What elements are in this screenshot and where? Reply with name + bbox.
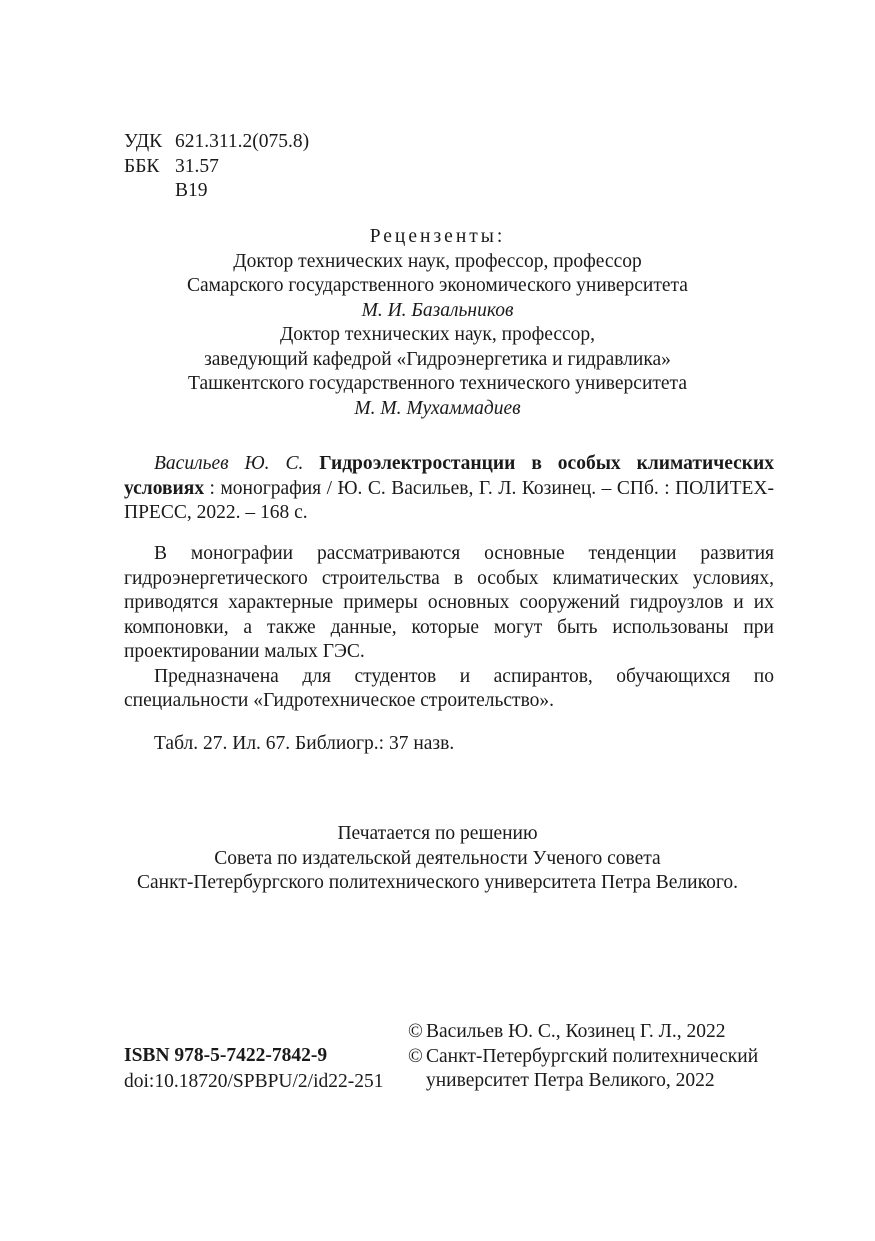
udk-row [124, 130, 309, 155]
copyright-icon: © [408, 1045, 423, 1067]
reviewer-1-line-1: Доктор технических наук, профессор, профессор [233, 250, 642, 272]
udk-value: 621.311.2(075.8) [175, 131, 310, 152]
reviewer-2-name: М. М. Мухаммадиев [354, 397, 521, 419]
citation-details: : монография / Ю. С. Васильев, Г. Л. Козинец. – СПб. : ПОЛИТЕХ-ПРЕСС, 2022. – 168 с. [124, 477, 774, 523]
author-mark-row [124, 179, 309, 204]
reviewer-2-line-3: Ташкентского государственного технического университета [188, 373, 687, 394]
annotation-block [124, 542, 774, 714]
reviewer-1-line-2: Самарского государственного экономического университета [187, 275, 688, 296]
publish-decision-block [0, 822, 875, 896]
bbk-label: ББК [124, 155, 160, 177]
doi: doi:10.18720/SPBPU/2/id22-251 [124, 1071, 384, 1092]
copyright-row-2 [408, 1045, 758, 1070]
reviewers-block [0, 225, 875, 421]
citation-title: Гидроэлектростанции в особых климатических условиях [124, 453, 775, 499]
reviewers-heading: Рецензенты: [369, 226, 506, 247]
bbk-row [124, 155, 309, 180]
reviewer-2-line-2: заведующий кафедрой «Гидроэнергетика и гидравлика» [204, 348, 671, 370]
bibliographic-citation [124, 452, 774, 526]
copyright-row-1 [408, 1020, 758, 1045]
citation-author: Васильев Ю. С. [154, 453, 304, 474]
reviewer-2-line-1: Доктор технических наук, профессор, [279, 324, 596, 345]
udk-label: УДК [124, 131, 163, 152]
bbk-value: 31.57 [175, 155, 219, 177]
copyright-university-line-2: университет Петра Великого, 2022 [426, 1070, 715, 1091]
isbn-block [124, 1043, 384, 1095]
annotation-paragraph-2: Предназначена для студентов и аспирантов, обучающихся по специальности «Гидротехническое строительство». [124, 665, 774, 711]
author-mark: В19 [175, 180, 208, 201]
classification-block [124, 130, 309, 204]
stats-line: Табл. 27. Ил. 67. Библиогр.: 37 назв. [154, 733, 455, 754]
isbn-number: ISBN 978-5-7422-7842-9 [124, 1045, 328, 1066]
copyright-icon: © [408, 1021, 423, 1042]
publish-line-3: Санкт-Петербургского политехнического университета Петра Великого. [137, 872, 738, 893]
publish-line-2: Совета по издательской деятельности Ученого совета [214, 847, 661, 869]
copyright-authors: Васильев Ю. С., Козинец Г. Л., 2022 [426, 1021, 726, 1042]
annotation-paragraph-1: В монографии рассматриваются основные тенденции развития гидроэнергетического строительства в особых климатических условиях, приводятся характерные примеры основных сооружений гидроузлов и их компоновки, а также данные, которые могут быть использованы при проектировании малых ГЭС. [124, 543, 774, 662]
copyright-university-line-1: Санкт-Петербургский политехнический [426, 1045, 759, 1067]
copyright-block [408, 1020, 758, 1094]
reviewer-1-name: М. И. Базальников [361, 299, 514, 321]
publish-line-1: Печатается по решению [337, 823, 538, 844]
